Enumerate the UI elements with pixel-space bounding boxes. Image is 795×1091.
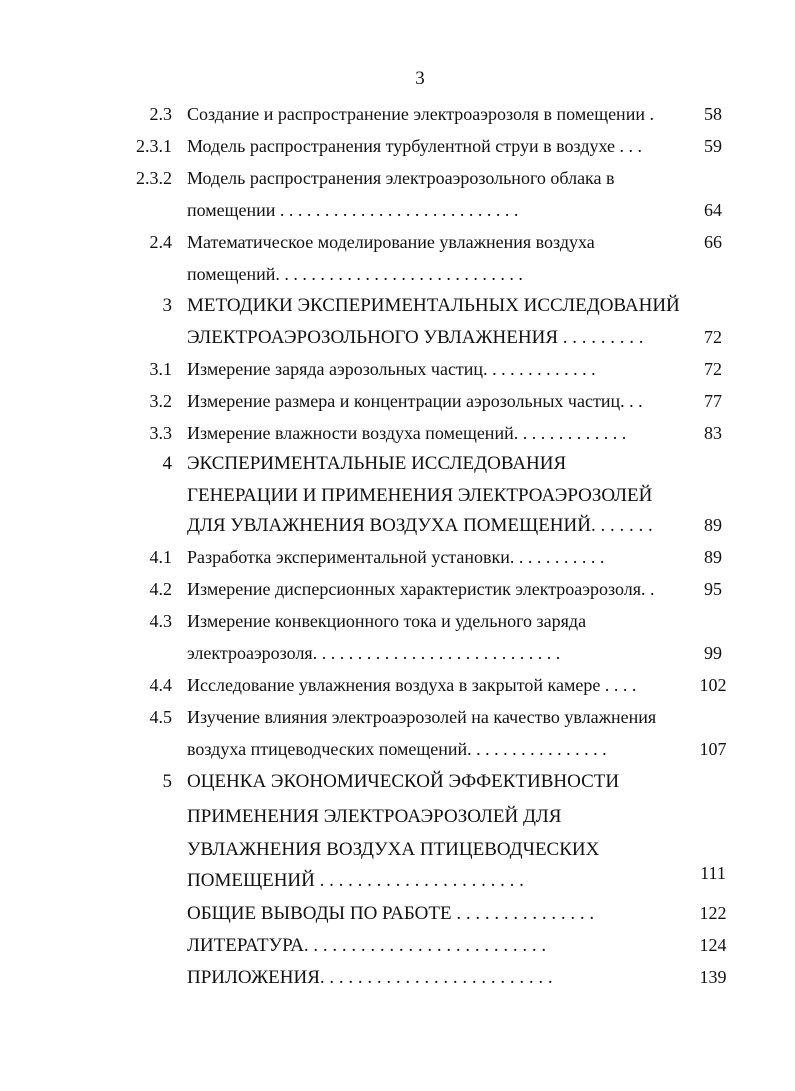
section-title: Модель распространения электроаэрозольного облака в [187, 168, 615, 188]
toc-entry [0, 547, 795, 575]
section-number: 4.2 [149, 579, 172, 599]
page-ref: 139 [699, 967, 727, 987]
section-number: 3.1 [149, 359, 172, 379]
chapter-title: ОЦЕНКА ЭКОНОМИЧЕСКОЙ ЭФФЕКТИВНОСТИ [187, 771, 620, 792]
section-title: Разработка экспериментальной установки. . . . . . . . . . . [187, 547, 605, 567]
toc-chapter-continuation [0, 806, 795, 834]
section-title: помещении . . . . . . . . . . . . . . . . . . . . . . . . . . . [187, 200, 519, 220]
section-number: 4.3 [149, 611, 172, 631]
toc-entry [0, 136, 795, 164]
chapter-title: ЭКСПЕРИМЕНТАЛЬНЫЕ ИССЛЕДОВАНИЯ [187, 453, 567, 474]
toc-entry-continuation [0, 739, 795, 767]
toc-chapter [0, 453, 795, 481]
toc-entry [0, 359, 795, 387]
section-title: Модель распространения турбулентной струи в воздухе . . . [187, 136, 643, 156]
chapter-title: ПРИМЕНЕНИЯ ЭЛЕКТРОАЭРОЗОЛЕЙ ДЛЯ [187, 806, 562, 827]
page-ref: 111 [700, 863, 726, 883]
section-title: Измерение влажности воздуха помещений. . . . . . . . . . . . . [187, 423, 627, 443]
section-number: 4.1 [149, 547, 172, 567]
toc-entry [0, 104, 795, 132]
chapter-title: МЕТОДИКИ ЭКСПЕРИМЕНТАЛЬНЫХ ИССЛЕДОВАНИЙ [187, 295, 680, 316]
section-number: 3.3 [149, 423, 172, 443]
toc-entry [0, 579, 795, 607]
page-ref: 124 [699, 935, 727, 955]
section-number: 3.2 [149, 391, 172, 411]
toc-chapter-continuation [0, 863, 795, 898]
toc-entry [0, 168, 795, 196]
toc-entry [0, 675, 795, 703]
chapter-number: 4 [162, 453, 172, 474]
toc-entry-continuation [0, 200, 795, 228]
section-number: 2.3.1 [136, 136, 172, 156]
chapter-number: 3 [162, 295, 172, 316]
toc-chapter-continuation [0, 327, 795, 355]
section-number: 2.3.2 [136, 168, 172, 188]
section-title: Измерение конвекционного тока и удельного заряда [187, 611, 587, 631]
section-title: Измерение дисперсионных характеристик электроаэрозоля. . [187, 579, 655, 599]
section-title: ОБЩИЕ ВЫВОДЫ ПО РАБОТЕ . . . . . . . . . . . . . . . [187, 903, 595, 924]
chapter-number: 5 [162, 771, 172, 792]
section-number: 2.4 [149, 232, 172, 252]
section-title: Изучение влияния электроаэрозолей на качество увлажнения [187, 707, 657, 727]
section-title: Создание и распространение электроаэрозоля в помещении . [187, 104, 654, 124]
toc-chapter [0, 295, 795, 323]
toc-entry [0, 707, 795, 735]
section-title: ПРИЛОЖЕНИЯ. . . . . . . . . . . . . . . . . . . . . . . . . [187, 967, 553, 988]
page-ref: 102 [699, 675, 727, 695]
toc-entry [0, 391, 795, 419]
toc-entry-continuation [0, 643, 795, 671]
toc-entry [0, 611, 795, 639]
section-title: Измерение заряда аэрозольных частиц. . . . . . . . . . . . . [187, 359, 596, 379]
page-ref: 59 [704, 136, 722, 156]
toc-entry [0, 232, 795, 260]
page-ref: 77 [704, 391, 722, 411]
toc-entry [0, 423, 795, 451]
page-ref: 89 [704, 547, 722, 567]
page-ref: 64 [704, 200, 722, 220]
page-ref: 72 [704, 359, 722, 379]
section-title: электроаэрозоля. . . . . . . . . . . . . . . . . . . . . . . . . . . . [187, 643, 561, 663]
section-title: воздуха птицеводческих помещений. . . . . . . . . . . . . . . . [187, 739, 607, 759]
section-title: помещений. . . . . . . . . . . . . . . . . . . . . . . . . . . . [187, 264, 523, 284]
toc-entry [0, 935, 795, 963]
section-title: Измерение размера и концентрации аэрозольных частиц. . . [187, 391, 643, 411]
toc-chapter-continuation [0, 515, 795, 543]
toc-chapter-continuation [0, 839, 795, 867]
page-ref: 107 [699, 739, 727, 759]
toc-chapter-continuation [0, 485, 795, 513]
page-ref: 72 [704, 327, 722, 347]
toc-entry [0, 967, 795, 995]
page-number: 3 [415, 68, 425, 89]
chapter-title: ДЛЯ УВЛАЖНЕНИЯ ВОЗДУХА ПОМЕЩЕНИЙ. . . . . . . [187, 515, 653, 536]
section-title: Исследование увлажнения воздуха в закрытой камере . . . . [187, 675, 637, 695]
chapter-title: ПОМЕЩЕНИЙ . . . . . . . . . . . . . . . . . . . . . . [187, 870, 524, 891]
section-number: 2.3 [149, 104, 172, 124]
toc-entry [0, 903, 795, 931]
section-number: 4.5 [149, 707, 172, 727]
page-ref: 89 [704, 515, 722, 535]
chapter-title: ЭЛЕКТРОАЭРОЗОЛЬНОГО УВЛАЖНЕНИЯ . . . . . . . . . [187, 327, 644, 348]
chapter-title: УВЛАЖНЕНИЯ ВОЗДУХА ПТИЦЕВОДЧЕСКИХ [187, 839, 600, 860]
page-ref: 83 [704, 423, 722, 443]
page-ref: 95 [704, 579, 722, 599]
section-title: Математическое моделирование увлажнения воздуха [187, 232, 595, 252]
section-number: 4.4 [149, 675, 172, 695]
page-ref: 99 [704, 643, 722, 663]
chapter-title: ГЕНЕРАЦИИ И ПРИМЕНЕНИЯ ЭЛЕКТРОАЭРОЗОЛЕЙ [187, 485, 653, 506]
toc-entry-continuation [0, 264, 795, 292]
section-title: ЛИТЕРАТУРА. . . . . . . . . . . . . . . . . . . . . . . . . . [187, 935, 547, 956]
page-ref: 58 [704, 104, 722, 124]
page-ref: 66 [704, 232, 722, 252]
page-ref: 122 [699, 903, 727, 923]
toc-chapter [0, 771, 795, 799]
